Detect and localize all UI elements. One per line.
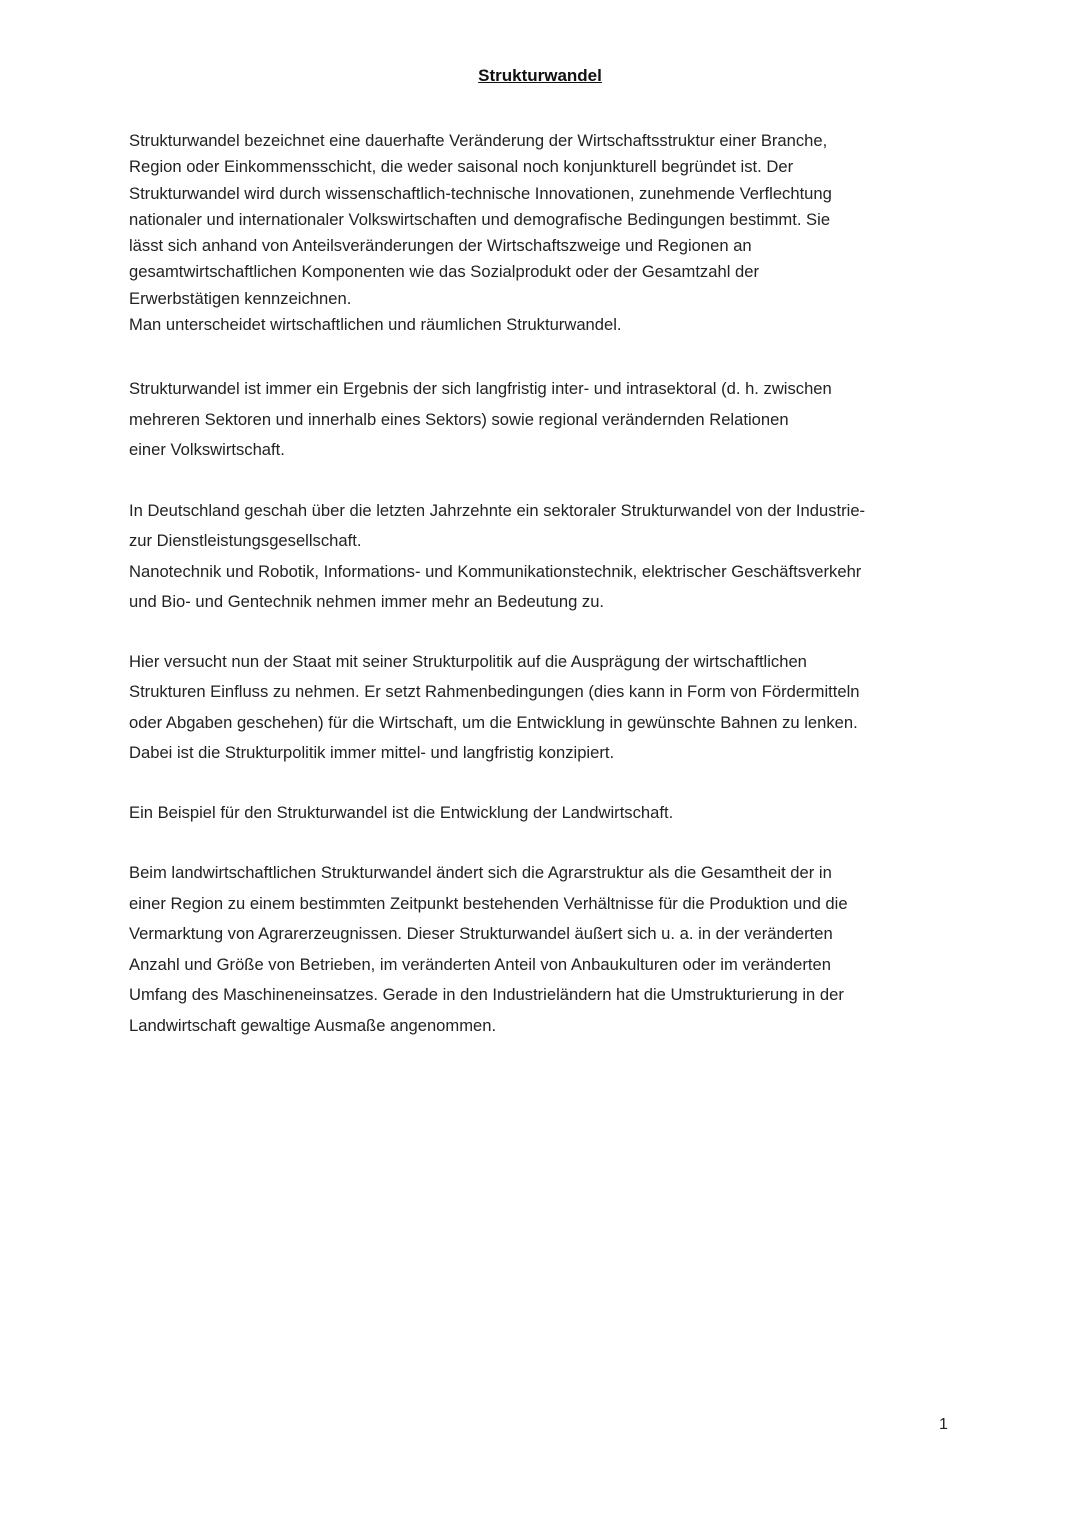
text-line: Strukturwandel bezeichnet eine dauerhafte Veränderung der Wirtschaftsstruktur einer Branche, bbox=[129, 131, 828, 150]
text-line: Umfang des Maschineneinsatzes. Gerade in den Industrieländern hat die Umstrukturierung in der bbox=[129, 985, 844, 1005]
text-line: einer Region zu einem bestimmten Zeitpunkt bestehenden Verhältnisse für die Produktion und die bbox=[129, 893, 848, 913]
text-line: Beim landwirtschaftlichen Strukturwandel ändert sich die Agrarstruktur als die Gesamtheit der in bbox=[129, 863, 832, 883]
paragraph-example bbox=[129, 798, 959, 829]
text-line: Strukturwandel ist immer ein Ergebnis der sich langfristig inter- und intrasektoral (d. h. zwischen bbox=[129, 379, 832, 399]
text-line: Strukturen Einfluss zu nehmen. Er setzt Rahmenbedingungen (dies kann in Form von Fördermitteln bbox=[129, 682, 860, 702]
text-line: Strukturwandel wird durch wissenschaftlich-technische Innovationen, zunehmende Verflechtung bbox=[129, 183, 832, 203]
text-line: nationaler und internationaler Volkswirtschaften und demografische Bedingungen bestimmt. Sie bbox=[129, 209, 831, 229]
text-line: Hier versucht nun der Staat mit seiner Strukturpolitik auf die Ausprägung der wirtschaftlichen bbox=[129, 651, 807, 671]
text-line: gesamtwirtschaftlichen Komponenten wie das Sozialprodukt oder der Gesamtzahl der bbox=[129, 262, 759, 282]
paragraph-definition bbox=[129, 128, 959, 338]
page-number: 1 bbox=[939, 1416, 948, 1433]
text-line: einer Volkswirtschaft. bbox=[129, 440, 285, 460]
paragraph-spacer bbox=[129, 338, 959, 374]
text-line: zur Dienstleistungsgesellschaft. bbox=[129, 531, 362, 551]
document-title: Strukturwandel bbox=[478, 66, 602, 85]
paragraph-agriculture bbox=[129, 858, 959, 1041]
text-line: Ein Beispiel für den Strukturwandel ist die Entwicklung der Landwirtschaft. bbox=[129, 802, 674, 822]
text-line: mehreren Sektoren und innerhalb eines Sektors) sowie regional verändernden Relationen bbox=[129, 409, 789, 429]
text-line: Nanotechnik und Robotik, Informations- und Kommunikationstechnik, elektrischer Geschäftsverkehr bbox=[129, 561, 862, 581]
paragraph-spacer bbox=[129, 828, 959, 858]
text-line: Landwirtschaft gewaltige Ausmaße angenommen. bbox=[129, 1015, 497, 1035]
paragraph-spacer bbox=[129, 769, 959, 798]
document-body bbox=[129, 128, 959, 1041]
paragraph-policy bbox=[129, 647, 959, 769]
paragraph-spacer bbox=[129, 466, 959, 496]
text-line: Erwerbstätigen kennzeichnen. bbox=[129, 288, 352, 308]
text-line: und Bio- und Gentechnik nehmen immer mehr an Bedeutung zu. bbox=[129, 592, 605, 612]
text-line: Dabei ist die Strukturpolitik immer mittel- und langfristig konzipiert. bbox=[129, 743, 615, 763]
text-line: oder Abgaben geschehen) für die Wirtschaft, um die Entwicklung in gewünschte Bahnen zu lenken. bbox=[129, 712, 858, 732]
text-line: Man unterscheidet wirtschaftlichen und räumlichen Strukturwandel. bbox=[129, 315, 622, 335]
paragraph-germany bbox=[129, 496, 959, 618]
text-line: Region oder Einkommensschicht, die weder saisonal noch konjunkturell begründet ist. Der bbox=[129, 157, 794, 177]
paragraph-result bbox=[129, 374, 959, 466]
paragraph-spacer bbox=[129, 618, 959, 647]
text-line: Vermarktung von Agrarerzeugnissen. Dieser Strukturwandel äußert sich u. a. in der veränderten bbox=[129, 924, 833, 944]
text-line: Anzahl und Größe von Betrieben, im veränderten Anteil von Anbaukulturen oder im veränderten bbox=[129, 954, 831, 974]
text-line: In Deutschland geschah über die letzten Jahrzehnte ein sektoraler Strukturwandel von der Industrie- bbox=[129, 500, 866, 520]
text-line: lässt sich anhand von Anteilsveränderungen der Wirtschaftszweige und Regionen an bbox=[129, 236, 752, 256]
